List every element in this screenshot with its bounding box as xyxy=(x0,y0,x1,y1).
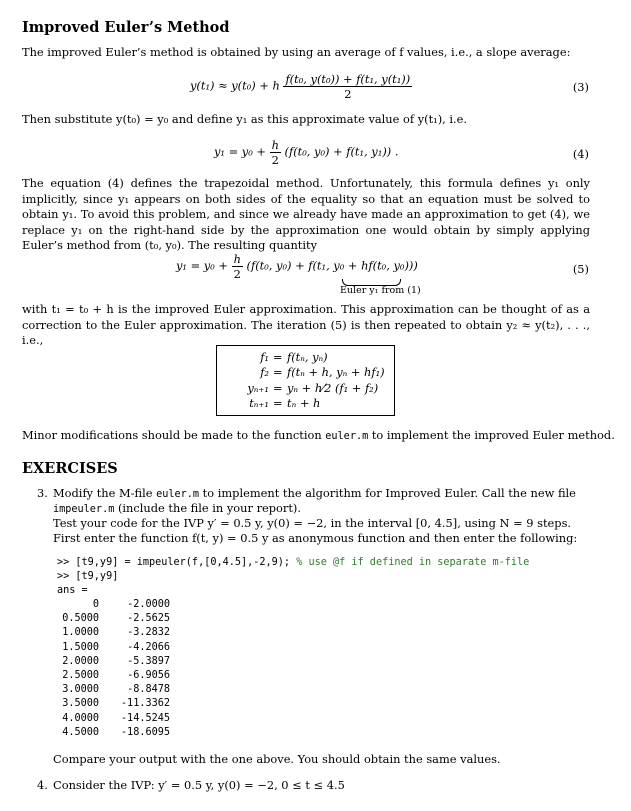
t-value: 3.5000 xyxy=(62,698,99,710)
code-line-2: >> [t9,y9] xyxy=(57,571,119,582)
algorithm-box xyxy=(216,345,395,416)
eq3-lhs: y(t₁) ≈ y(t₀) + h xyxy=(190,78,280,93)
algo-lhs: yₙ₊₁ xyxy=(247,381,269,395)
eq4-label: (4) xyxy=(572,147,589,161)
algo-rhs: f(tₙ + h, yₙ + hf₁) xyxy=(287,365,385,379)
eq5-numerator: h xyxy=(233,252,241,266)
ex3-line1-rest: to implement the algorithm for Improved Euler. Call the new file xyxy=(199,486,576,500)
eq4-lhs: y₁ = y₀ + xyxy=(214,144,266,159)
exercise-3-line2 xyxy=(53,501,301,515)
eq4-rhs: (f(t₀, y₀) + f(t₁, y₁)) . xyxy=(284,144,399,159)
algo-rhs: yₙ + h⁄2 (f₁ + f₂) xyxy=(287,381,379,395)
t-value: 0 xyxy=(92,599,99,610)
eq5-under-label: Euler y₁ from (1) xyxy=(340,285,421,296)
eq5-lhs: y₁ = y₀ + xyxy=(176,258,228,273)
y-value: -2.0000 xyxy=(127,599,170,610)
compare-text: Compare your output with the one above. You should obtain the same values. xyxy=(53,752,501,766)
y-value: -8.8478 xyxy=(127,684,170,696)
improved-euler-paragraph: with t₁ = t₀ + h is the improved Euler approximation. This approximation can be thought of as a correction to the Euler approximation. The iteration (5) is then repeated to obtain y₂ ≈ y(t₂), . . ., i.e., xyxy=(22,302,590,347)
substitute-text: Then substitute y(t₀) = y₀ and define y₁ as this approximate value of y(t₁), i.e. xyxy=(22,112,468,126)
exercise-3-line4: First enter the function f(t, y) = 0.5 y as anonymous function and then enter the following: xyxy=(53,531,578,545)
euler-m-code: euler.m xyxy=(325,431,369,442)
t-value: 3.0000 xyxy=(62,684,99,696)
exercise-3-line1 xyxy=(53,486,576,500)
y-value: -11.3362 xyxy=(120,698,170,710)
section-title: Improved Euler’s Method xyxy=(22,19,230,36)
code-line-1 xyxy=(57,556,529,570)
eq4-denominator: 2 xyxy=(271,153,279,167)
eq5-label: (5) xyxy=(572,262,589,276)
t-value: 2.5000 xyxy=(62,670,99,682)
output-t-column xyxy=(57,598,99,740)
algo-rhs: tₙ + h xyxy=(287,396,321,410)
eq3-fraction xyxy=(283,72,412,101)
algo-row xyxy=(217,350,394,365)
t-value: 4.5000 xyxy=(62,726,99,738)
ex3-euler-code: euler.m xyxy=(156,489,200,500)
output-y-column xyxy=(108,598,170,740)
eq3-denominator: 2 xyxy=(344,87,352,101)
eq3-label: (3) xyxy=(572,80,589,94)
equation-4 xyxy=(214,138,398,167)
algo-row xyxy=(217,365,394,380)
exercise-3-line3: Test your code for the IVP y′ = 0.5 y, y(0) = −2, in the interval [0, 4.5], using N = 9 steps. xyxy=(53,516,572,530)
y-value: -14.5245 xyxy=(120,712,170,724)
code-line-3: ans = xyxy=(57,585,88,596)
intro-text: The improved Euler’s method is obtained by using an average of f values, i.e., a slope average: xyxy=(22,45,571,59)
eq3-numerator: f(t₀, y(t₀)) + f(t₁, y(t₁)) xyxy=(285,72,411,86)
y-value: -18.6095 xyxy=(120,726,170,738)
eq5-fraction xyxy=(232,252,243,281)
algo-row xyxy=(217,381,394,396)
equation-3 xyxy=(190,72,412,101)
y-value: -4.2066 xyxy=(127,641,170,653)
algo-lhs: f₂ xyxy=(260,365,269,379)
algo-equals: = xyxy=(273,396,283,410)
ex3-line1-text: Modify the M-file xyxy=(53,486,157,500)
equation-5 xyxy=(176,252,418,281)
minor-modifications-text xyxy=(22,428,615,442)
code-comment: % use @f if defined in separate m-file xyxy=(290,557,530,568)
algo-equals: = xyxy=(273,365,283,379)
exercise-4-text: Consider the IVP: y′ = 0.5 y, y(0) = −2, 0 ≤ t ≤ 4.5 xyxy=(53,778,345,792)
ex3-line2-rest: (include the file in your report). xyxy=(114,501,301,515)
trapezoidal-paragraph: The equation (4) defines the trapezoidal method. Unfortunately, this formula defines y₁ only implicitly, since y₁ appears on both sides of the equality so that an equation must be solved to obtain y₁. To avoid this problem, and since we already have made an approximation to get (4), we replace y₁ on the right-hand side by the approximation one would obtain by simply applying Euler’s method from (t₀, y₀). The resulting quantity xyxy=(22,176,590,252)
eq4-fraction xyxy=(270,138,281,167)
algo-equals: = xyxy=(273,350,283,364)
y-value: -6.9056 xyxy=(127,670,170,682)
t-value: 2.0000 xyxy=(62,655,99,667)
t-value: 1.5000 xyxy=(62,641,99,653)
ex3-impeuler-code: impeuler.m xyxy=(53,504,115,515)
y-value: -2.5625 xyxy=(127,613,170,625)
minor-before: Minor modifications should be made to the function xyxy=(22,428,326,442)
algo-equals: = xyxy=(273,381,283,395)
eq4-numerator: h xyxy=(271,138,279,152)
eq5-rhs: (f(t₀, y₀) + f(t₁, y₀ + hf(t₀, y₀))) xyxy=(246,258,418,273)
t-value: 0.5000 xyxy=(62,613,99,625)
algo-row xyxy=(217,396,394,411)
exercise-3-number: 3. xyxy=(37,486,48,500)
t-value: 4.0000 xyxy=(62,712,99,724)
algo-lhs: f₁ xyxy=(260,350,269,364)
y-value: -3.2832 xyxy=(127,627,170,639)
minor-after: to implement the improved Euler method. xyxy=(368,428,615,442)
code-command: >> [t9,y9] = impeuler(f,[0,4.5],-2,9); xyxy=(57,557,291,568)
exercises-heading: EXERCISES xyxy=(22,460,118,477)
eq5-denominator: 2 xyxy=(233,267,241,281)
y-value: -5.3897 xyxy=(127,655,170,667)
t-value: 1.0000 xyxy=(62,627,99,639)
algo-lhs: tₙ₊₁ xyxy=(249,396,269,410)
algo-rhs: f(tₙ, yₙ) xyxy=(287,350,328,364)
exercise-4-number: 4. xyxy=(37,778,48,792)
